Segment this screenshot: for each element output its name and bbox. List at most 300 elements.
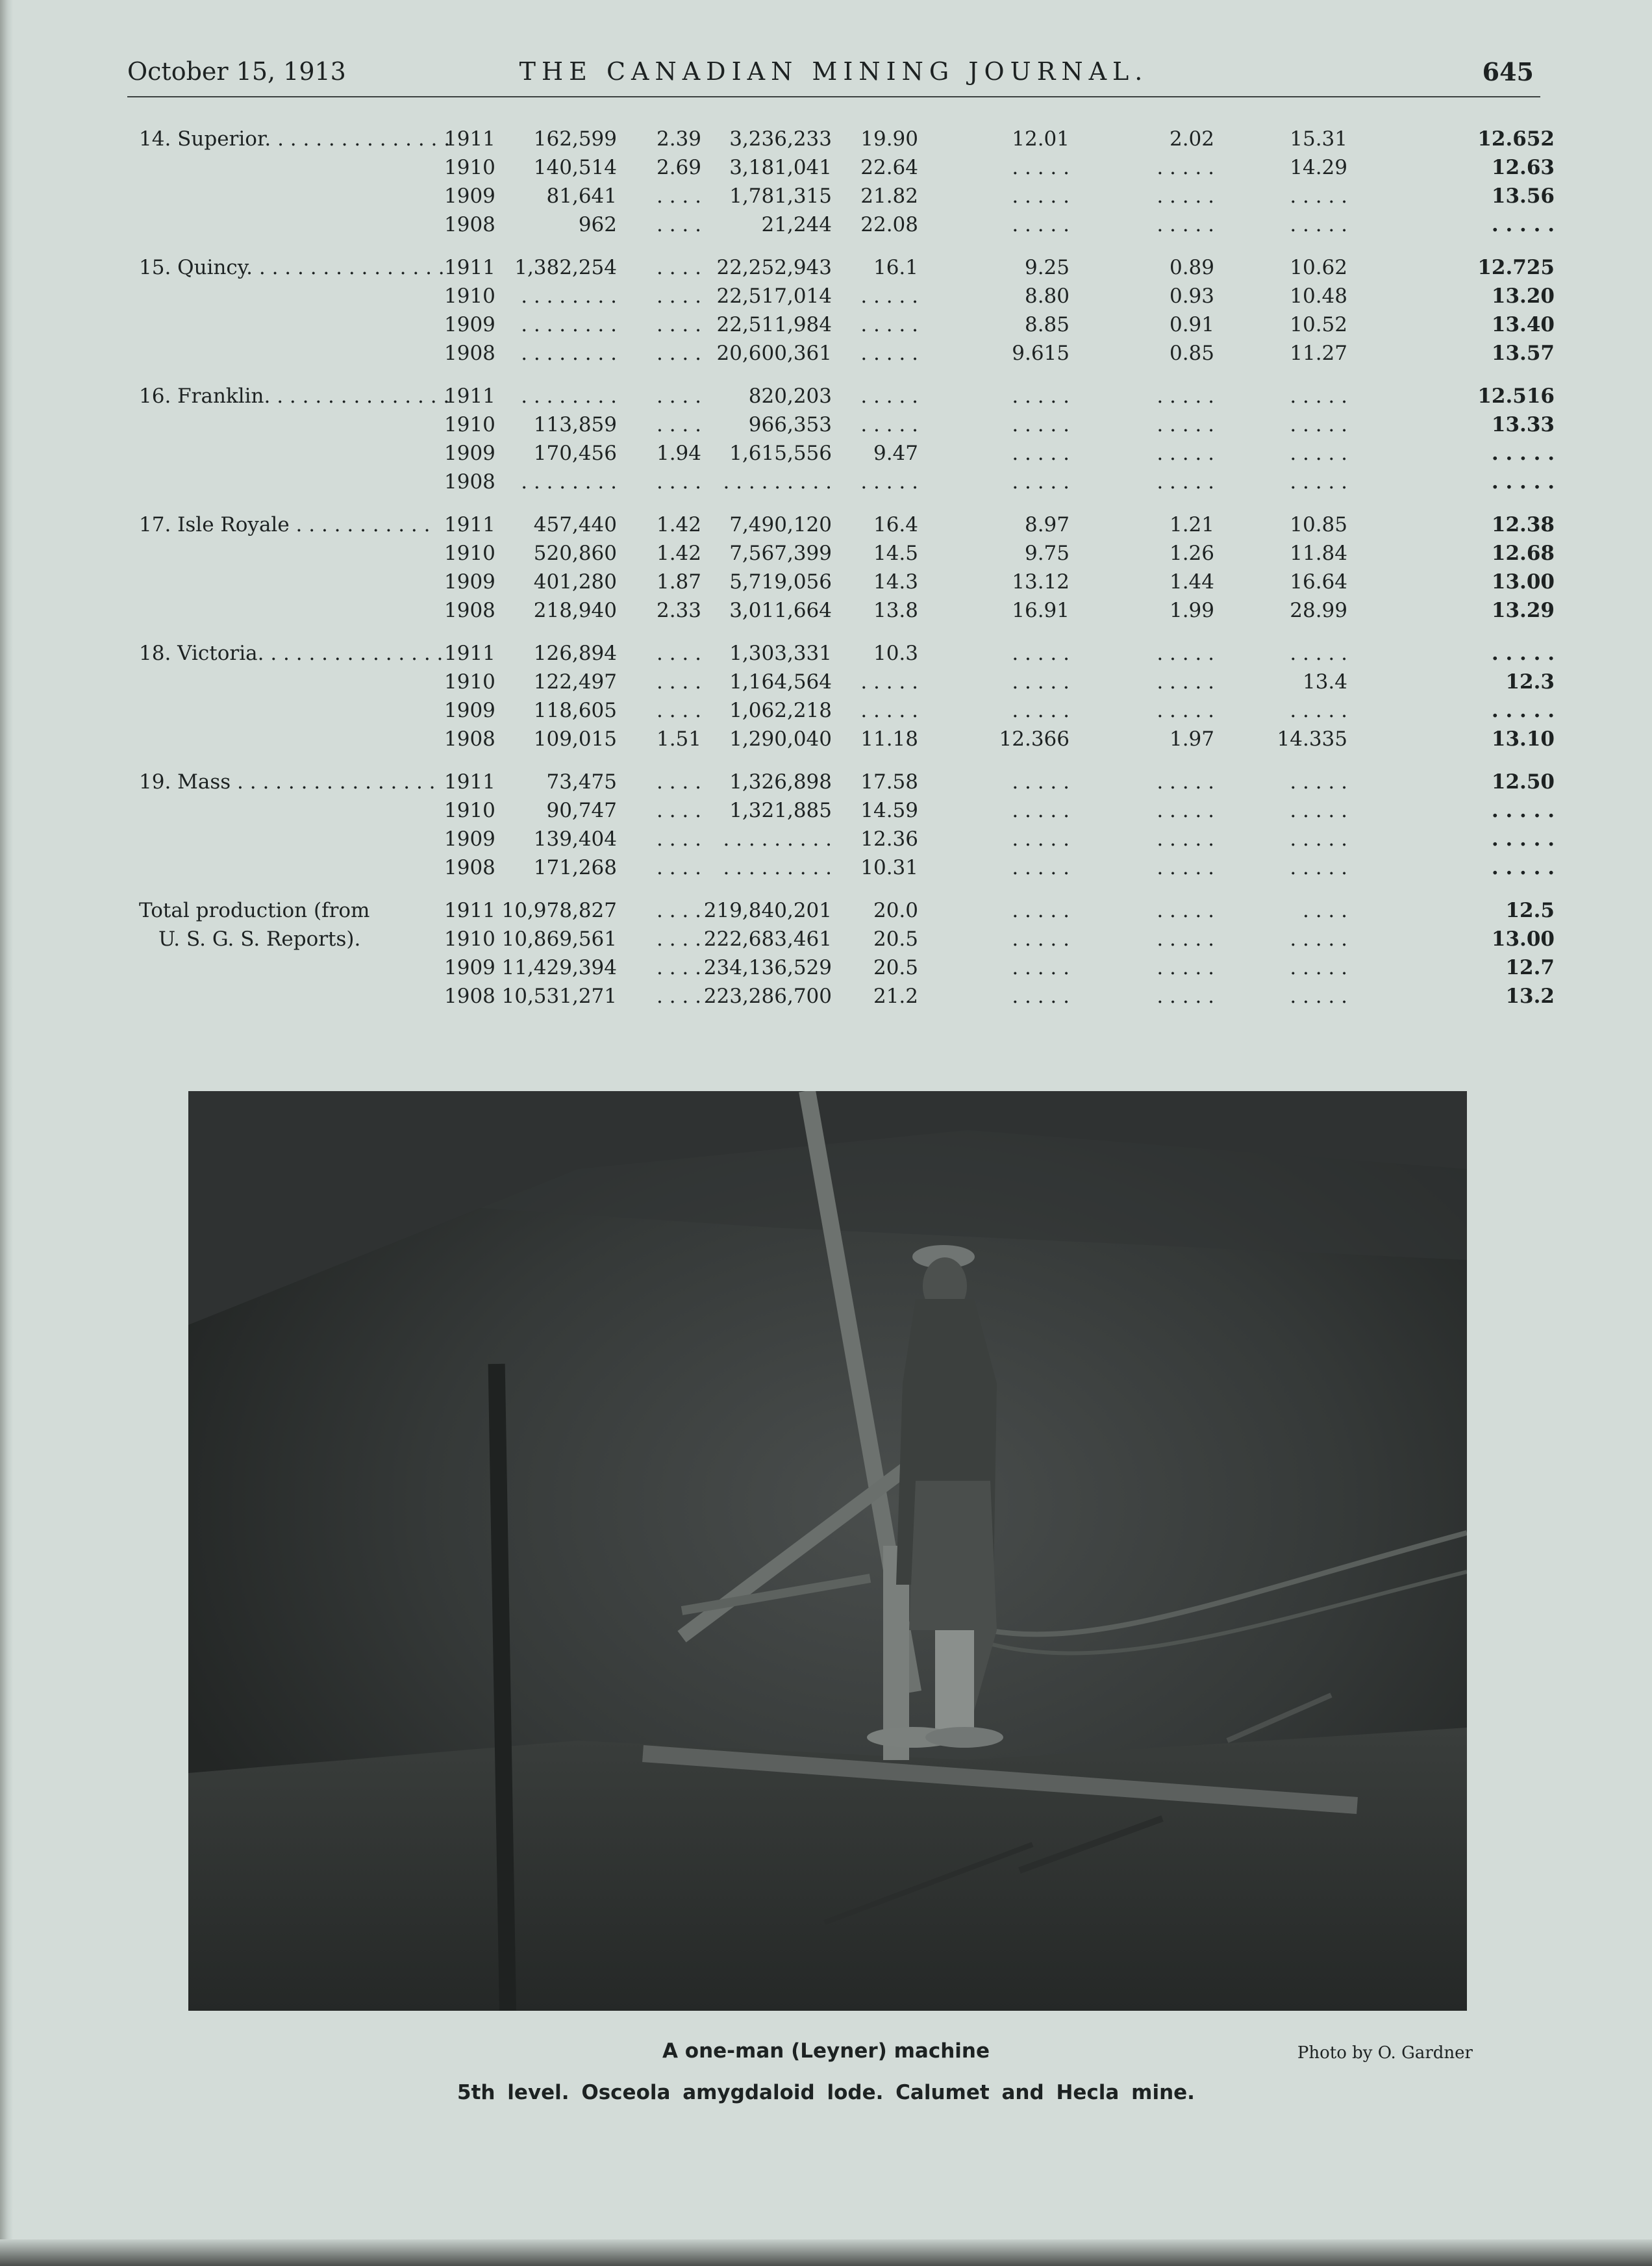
table-cell: 21,244	[761, 213, 832, 236]
table-cell: . . . . .	[1157, 899, 1214, 922]
table-cell: 820,203	[748, 384, 832, 408]
table-row	[139, 799, 1555, 827]
table-row	[139, 184, 1555, 213]
table-cell: . . . . .	[1012, 470, 1070, 494]
table-cell: 1909	[444, 956, 495, 979]
table-cell: . . . . .	[1012, 213, 1070, 236]
table-row	[139, 670, 1555, 699]
table-row	[139, 927, 1555, 956]
table-row	[139, 985, 1555, 1013]
table-cell: . . . . . . . .	[521, 384, 617, 408]
table-cell: 1909	[444, 442, 495, 465]
table-cell: 1,321,885	[729, 799, 832, 822]
table-cell: 3,011,664	[729, 599, 832, 622]
table-cell: 962	[578, 213, 617, 236]
table-cell: 11.18	[860, 727, 918, 751]
table-cell: 0.91	[1169, 313, 1214, 336]
table-row	[139, 542, 1555, 570]
table-cell: . . . . .	[860, 699, 918, 722]
table-cell: 1.97	[1169, 727, 1214, 751]
table-cell: . . . . . . . . .	[723, 827, 832, 851]
table-cell: 1.94	[656, 442, 701, 465]
table-cell: . . . . .	[1012, 985, 1070, 1008]
table-cell: 16.4	[873, 513, 918, 536]
table-cell: 16.1	[873, 256, 918, 279]
table-cell: . . . .	[657, 384, 701, 408]
table-cell: 10.3	[873, 642, 918, 665]
table-cell: 1910	[444, 156, 495, 179]
table-cell: 1,615,556	[729, 442, 832, 465]
table-cell: . . . .	[657, 284, 701, 308]
table-cell: . . . .	[657, 799, 701, 822]
table-cell: 1,290,040	[729, 727, 832, 751]
table-cell: 219,840,201	[703, 899, 832, 922]
table-cell: 1911	[444, 642, 495, 665]
table-cell: 13.40	[1491, 313, 1555, 336]
table-cell: 12.5	[1505, 899, 1555, 922]
table-cell: . . . .	[657, 213, 701, 236]
table-cell: 22,252,943	[716, 256, 832, 279]
table-cell: . . . . .	[1290, 799, 1347, 822]
table-cell: 1909	[444, 699, 495, 722]
mine-name: 15. Quincy. . . . . . . . . . . . . . . .	[139, 256, 445, 279]
journal-title: THE CANADIAN MINING JOURNAL.	[519, 57, 1149, 86]
table-cell: . . . . . . . .	[521, 342, 617, 365]
table-cell: . . . . .	[1157, 927, 1214, 951]
table-cell: 1,062,218	[729, 699, 832, 722]
table-cell: 2.02	[1169, 127, 1214, 151]
table-cell: 20.0	[873, 899, 918, 922]
table-cell: 1911	[444, 256, 495, 279]
page-spine-shadow	[0, 0, 13, 2266]
table-cell: 12.7	[1505, 956, 1555, 979]
table-cell: 9.25	[1024, 256, 1070, 279]
total-label-line1: Total production (from	[139, 899, 370, 922]
table-cell: 12.50	[1491, 770, 1555, 794]
table-cell: 20.5	[873, 927, 918, 951]
table-cell: . . . . .	[1012, 156, 1070, 179]
table-cell: 1908	[444, 856, 495, 879]
table-cell: 0.89	[1169, 256, 1214, 279]
table-cell: 13.4	[1302, 670, 1347, 694]
table-cell: 1911	[444, 899, 495, 922]
table-cell: 10,869,561	[501, 927, 617, 951]
table-cell: . . . .	[657, 956, 701, 979]
table-cell: 13.56	[1491, 184, 1555, 208]
mine-name: 17. Isle Royale . . . . . . . . . . .	[139, 513, 431, 536]
table-cell: . . . . .	[1290, 470, 1347, 494]
table-row	[139, 513, 1555, 542]
table-cell: 0.93	[1169, 284, 1214, 308]
table-cell: . . . .	[657, 642, 701, 665]
table-cell: . . . . .	[1012, 799, 1070, 822]
running-header	[127, 57, 1540, 97]
table-cell: 12.01	[1012, 127, 1070, 151]
table-cell: 118,605	[533, 699, 617, 722]
table-cell: 162,599	[533, 127, 617, 151]
table-cell: 12.63	[1491, 156, 1555, 179]
table-cell: 2.69	[656, 156, 701, 179]
table-cell: 1,326,898	[729, 770, 832, 794]
mine-group	[139, 127, 1555, 242]
table-row	[139, 699, 1555, 727]
table-cell: 139,404	[533, 827, 617, 851]
table-cell: . . . . . . . . .	[723, 856, 832, 879]
table-cell: 20,600,361	[716, 342, 832, 365]
table-cell: 22,511,984	[716, 313, 832, 336]
table-cell: 1910	[444, 542, 495, 565]
mine-name: 14. Superior. . . . . . . . . . . . . . .	[139, 127, 451, 151]
table-cell: . . . .	[657, 856, 701, 879]
table-cell: . . . . .	[1290, 699, 1347, 722]
table-cell: . . . . .	[1290, 956, 1347, 979]
table-cell: 1,303,331	[729, 642, 832, 665]
table-row	[139, 727, 1555, 756]
table-cell: 1910	[444, 284, 495, 308]
table-cell: 12.68	[1491, 542, 1555, 565]
table-cell: . . . . .	[1491, 799, 1555, 822]
table-cell: . . . . .	[1157, 184, 1214, 208]
table-cell: 140,514	[533, 156, 617, 179]
table-cell: . . . . .	[860, 470, 918, 494]
table-cell: 223,286,700	[703, 985, 832, 1008]
photo-credit: Photo by O. Gardner	[1297, 2043, 1473, 2063]
table-cell: 2.39	[656, 127, 701, 151]
table-cell: 10.85	[1290, 513, 1347, 536]
table-cell: 1.21	[1169, 513, 1214, 536]
table-row	[139, 442, 1555, 470]
table-cell: . . . . .	[1012, 642, 1070, 665]
table-row	[139, 156, 1555, 184]
table-cell: 22.64	[860, 156, 918, 179]
table-cell: . . . .	[657, 256, 701, 279]
table-row	[139, 899, 1555, 927]
table-cell: 1911	[444, 384, 495, 408]
table-cell: 13.29	[1491, 599, 1555, 622]
table-cell: 10,978,827	[501, 899, 617, 922]
table-row	[139, 470, 1555, 499]
table-cell: . . . . .	[1157, 985, 1214, 1008]
table-cell: . . . . .	[1290, 442, 1347, 465]
table-cell: . . . . . . . .	[521, 470, 617, 494]
table-cell: 13.57	[1491, 342, 1555, 365]
table-cell: 109,015	[533, 727, 617, 751]
table-cell: 122,497	[533, 670, 617, 694]
table-cell: . . . . .	[1012, 956, 1070, 979]
table-cell: . . . . .	[1491, 827, 1555, 851]
table-cell: . . . . .	[1290, 384, 1347, 408]
table-cell: 1908	[444, 342, 495, 365]
table-cell: . . . . .	[1157, 156, 1214, 179]
table-cell: 170,456	[533, 442, 617, 465]
photo-caption-title: A one-man (Leyner) machine	[662, 2039, 990, 2063]
table-cell: . . . . .	[1290, 184, 1347, 208]
table-cell: 15.31	[1290, 127, 1347, 151]
table-cell: . . . . .	[1012, 927, 1070, 951]
table-cell: . . . . .	[1491, 642, 1555, 665]
table-cell: 1,164,564	[729, 670, 832, 694]
table-cell: . . . . .	[1157, 442, 1214, 465]
table-cell: 16.64	[1290, 570, 1347, 594]
page-number: 645	[1482, 57, 1534, 86]
table-cell: 1.99	[1169, 599, 1214, 622]
table-cell: 13.12	[1012, 570, 1070, 594]
mine-name: 18. Victoria. . . . . . . . . . . . . . .	[139, 642, 444, 665]
table-cell: 10,531,271	[501, 985, 617, 1008]
table-cell: 1908	[444, 213, 495, 236]
table-cell: 13.2	[1505, 985, 1555, 1008]
issue-date: October 15, 1913	[127, 57, 346, 86]
table-cell: 9.615	[1012, 342, 1070, 365]
mine-group	[139, 513, 1555, 627]
table-row	[139, 384, 1555, 413]
table-cell: . . . . .	[1012, 827, 1070, 851]
table-cell: . . . . .	[860, 670, 918, 694]
table-cell: 1.51	[656, 727, 701, 751]
table-cell: 1908	[444, 599, 495, 622]
table-cell: 2.33	[656, 599, 701, 622]
table-cell: 14.335	[1277, 727, 1347, 751]
table-cell: 0.85	[1169, 342, 1214, 365]
table-cell: . . . . .	[1157, 642, 1214, 665]
table-cell: . . . . .	[1012, 384, 1070, 408]
table-cell: 1910	[444, 670, 495, 694]
table-cell: 8.97	[1024, 513, 1070, 536]
table-cell: 10.31	[860, 856, 918, 879]
table-cell: 1,781,315	[729, 184, 832, 208]
table-cell: 171,268	[533, 856, 617, 879]
table-cell: . . . .	[657, 184, 701, 208]
table-cell: 10.62	[1290, 256, 1347, 279]
table-cell: 90,747	[546, 799, 617, 822]
table-cell: 222,683,461	[703, 927, 832, 951]
table-cell: . . . .	[657, 899, 701, 922]
leyner-machine-photo	[188, 1091, 1467, 2011]
total-rows	[139, 899, 1555, 1013]
table-cell: 8.80	[1024, 284, 1070, 308]
table-cell: . . . . .	[1012, 670, 1070, 694]
table-cell: 12.3	[1505, 670, 1555, 694]
table-cell: 13.10	[1491, 727, 1555, 751]
table-cell: . . . . . . . .	[521, 284, 617, 308]
table-cell: 14.3	[873, 570, 918, 594]
table-cell: 81,641	[546, 184, 617, 208]
table-cell: . . . .	[657, 470, 701, 494]
table-cell: 1911	[444, 127, 495, 151]
table-row	[139, 127, 1555, 156]
table-row	[139, 570, 1555, 599]
table-cell: 13.00	[1491, 570, 1555, 594]
table-cell: 14.59	[860, 799, 918, 822]
table-cell: 1908	[444, 727, 495, 751]
table-cell: 14.29	[1290, 156, 1347, 179]
table-cell: . . . . .	[1157, 413, 1214, 436]
table-cell: 21.82	[860, 184, 918, 208]
table-cell: 12.725	[1477, 256, 1555, 279]
table-cell: . . . .	[657, 927, 701, 951]
table-cell: . . . . .	[1012, 856, 1070, 879]
table-cell: 21.2	[873, 985, 918, 1008]
table-cell: 1.44	[1169, 570, 1214, 594]
table-cell: 1909	[444, 570, 495, 594]
table-cell: . . . . .	[1157, 670, 1214, 694]
table-cell: 10.48	[1290, 284, 1347, 308]
table-cell: . . . . .	[1290, 770, 1347, 794]
table-cell: 12.366	[999, 727, 1070, 751]
table-cell: . . . . .	[1012, 770, 1070, 794]
table-cell: 234,136,529	[703, 956, 832, 979]
table-cell: 1910	[444, 413, 495, 436]
table-cell: 1.42	[656, 542, 701, 565]
table-cell: 13.33	[1491, 413, 1555, 436]
table-cell: 12.652	[1477, 127, 1555, 151]
total-production-group	[139, 899, 1555, 1013]
table-cell: 12.516	[1477, 384, 1555, 408]
table-cell: . . . . .	[1012, 413, 1070, 436]
table-cell: 5,719,056	[729, 570, 832, 594]
table-cell: . . . . .	[1157, 699, 1214, 722]
table-cell: . . . . .	[1012, 899, 1070, 922]
table-cell: . . . . .	[1157, 384, 1214, 408]
table-cell: . . . . .	[1157, 856, 1214, 879]
total-label-line2: U. S. G. S. Reports).	[158, 927, 361, 951]
mine-group	[139, 770, 1555, 885]
table-cell: . . . .	[657, 827, 701, 851]
table-cell: 12.36	[860, 827, 918, 851]
table-cell: 1908	[444, 470, 495, 494]
table-row	[139, 342, 1555, 370]
table-cell: 966,353	[748, 413, 832, 436]
table-cell: 218,940	[533, 599, 617, 622]
table-cell: 13.8	[873, 599, 918, 622]
production-table	[139, 127, 1555, 1027]
table-cell: . . . . .	[1157, 770, 1214, 794]
table-cell: 7,567,399	[729, 542, 832, 565]
table-cell: 73,475	[546, 770, 617, 794]
table-cell: 126,894	[533, 642, 617, 665]
table-row	[139, 213, 1555, 242]
table-cell: 1910	[444, 927, 495, 951]
table-row	[139, 827, 1555, 856]
table-cell: . . . . . . . . .	[723, 470, 832, 494]
table-cell: 20.5	[873, 956, 918, 979]
table-cell: 3,236,233	[729, 127, 832, 151]
table-cell: . . . . .	[860, 342, 918, 365]
table-cell: . . . . .	[1012, 442, 1070, 465]
table-cell: . . . . .	[1290, 413, 1347, 436]
table-cell: . . . . .	[1290, 985, 1347, 1008]
table-cell: . . . .	[657, 985, 701, 1008]
table-cell: 8.85	[1024, 313, 1070, 336]
table-cell: 113,859	[533, 413, 617, 436]
mine-photograph	[188, 1091, 1467, 2011]
mine-group	[139, 642, 1555, 756]
mine-groups	[139, 127, 1555, 885]
table-cell: . . . . .	[860, 413, 918, 436]
table-cell: . . . . .	[1491, 442, 1555, 465]
table-cell: . . . . .	[860, 384, 918, 408]
table-cell: 1909	[444, 184, 495, 208]
table-cell: . . . . .	[1290, 827, 1347, 851]
table-cell: 11.84	[1290, 542, 1347, 565]
table-cell: 1909	[444, 313, 495, 336]
table-cell: 520,860	[533, 542, 617, 565]
table-cell: . . . . .	[1012, 184, 1070, 208]
table-cell: . . . .	[657, 670, 701, 694]
table-cell: . . . .	[657, 699, 701, 722]
table-cell: . . . .	[1303, 899, 1347, 922]
table-cell: . . . . .	[860, 284, 918, 308]
table-row	[139, 770, 1555, 799]
table-cell: 10.52	[1290, 313, 1347, 336]
table-cell: 9.47	[873, 442, 918, 465]
table-cell: 13.20	[1491, 284, 1555, 308]
table-cell: 22.08	[860, 213, 918, 236]
mine-group	[139, 256, 1555, 370]
table-cell: 9.75	[1024, 542, 1070, 565]
table-row	[139, 956, 1555, 985]
table-cell: . . . . .	[860, 313, 918, 336]
table-cell: 1910	[444, 799, 495, 822]
table-cell: . . . .	[657, 413, 701, 436]
table-cell: 1908	[444, 985, 495, 1008]
table-cell: 12.38	[1491, 513, 1555, 536]
table-cell: 1911	[444, 513, 495, 536]
table-cell: . . . . .	[1157, 470, 1214, 494]
table-cell: 3,181,041	[729, 156, 832, 179]
table-cell: . . . . .	[1290, 642, 1347, 665]
table-cell: . . . . .	[1157, 827, 1214, 851]
table-row	[139, 256, 1555, 284]
table-cell: 1.42	[656, 513, 701, 536]
table-cell: 11.27	[1290, 342, 1347, 365]
table-row	[139, 413, 1555, 442]
mine-name: 19. Mass . . . . . . . . . . . . . . . .	[139, 770, 436, 794]
table-cell: 11,429,394	[501, 956, 617, 979]
table-cell: 401,280	[533, 570, 617, 594]
table-cell: . . . . .	[1491, 699, 1555, 722]
table-cell: . . . .	[657, 313, 701, 336]
table-cell: . . . . . . . .	[521, 313, 617, 336]
page-bottom-shadow	[0, 2239, 1652, 2266]
table-cell: 14.5	[873, 542, 918, 565]
table-cell: 1911	[444, 770, 495, 794]
table-cell: 1.26	[1169, 542, 1214, 565]
table-cell: 1909	[444, 827, 495, 851]
table-cell: . . . . .	[1157, 213, 1214, 236]
table-row	[139, 856, 1555, 885]
table-cell: . . . . .	[1157, 956, 1214, 979]
table-cell: . . . . .	[1157, 799, 1214, 822]
table-cell: 16.91	[1012, 599, 1070, 622]
table-cell: 1,382,254	[514, 256, 617, 279]
table-cell: 1.87	[656, 570, 701, 594]
mine-group	[139, 384, 1555, 499]
table-row	[139, 313, 1555, 342]
table-cell: . . . . .	[1012, 699, 1070, 722]
table-cell: . . . . .	[1491, 213, 1555, 236]
table-cell: . . . . .	[1290, 927, 1347, 951]
table-cell: 13.00	[1491, 927, 1555, 951]
table-cell: . . . . .	[1290, 856, 1347, 879]
table-row	[139, 642, 1555, 670]
table-cell: 457,440	[533, 513, 617, 536]
table-cell: 19.90	[860, 127, 918, 151]
mine-name: 16. Franklin. . . . . . . . . . . . . . .	[139, 384, 450, 408]
table-cell: 22,517,014	[716, 284, 832, 308]
table-cell: 28.99	[1290, 599, 1347, 622]
table-cell: . . . . .	[1491, 856, 1555, 879]
